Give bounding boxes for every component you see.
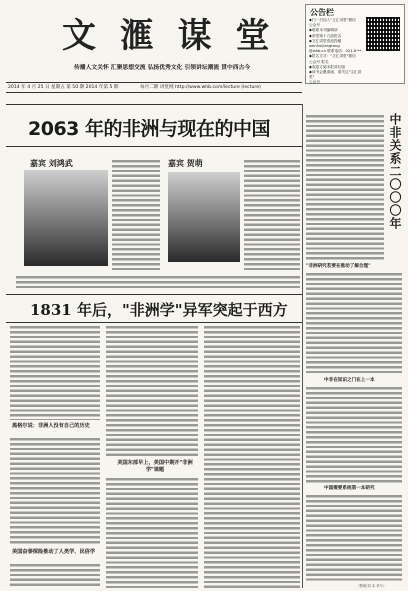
masthead-slogan: 传播人文关怀 汇聚思想交流 弘扬优秀文化 引领讲坛潮流 贯中西古今 bbox=[74, 65, 251, 71]
notice-board bbox=[305, 4, 405, 84]
divider bbox=[6, 104, 302, 105]
article-column-2a bbox=[106, 326, 198, 456]
right-column-text-2 bbox=[306, 273, 402, 373]
page-headline: 2063 年的非洲与现在的中国 bbox=[28, 118, 270, 140]
photo-caption-2: 嘉宾 贺萌 bbox=[168, 158, 203, 168]
notice-line: 公众号 bbox=[309, 80, 321, 85]
subhead-3: 美国奋泰探险推动了人类学、民俗学 bbox=[12, 549, 96, 555]
divider bbox=[6, 294, 302, 295]
article-column-1b bbox=[10, 438, 100, 546]
notice-line: ◆报名方式："文汇讲堂"微信 bbox=[309, 54, 356, 59]
right-section-3: 中国需要系统第一本研究 bbox=[324, 486, 375, 491]
notice-line: ◆欢迎订阅本报讲坛版 bbox=[309, 64, 346, 69]
article-column-2b bbox=[106, 478, 198, 588]
article-headline: 1831 年后，"非洲学"异军突起于西方 bbox=[30, 301, 288, 319]
divider bbox=[6, 146, 302, 147]
issue-info-bar bbox=[6, 82, 302, 93]
right-column bbox=[304, 113, 404, 589]
right-column-title: 中非关系二〇〇〇年 bbox=[388, 113, 402, 230]
notice-line: ◆扫一扫加入"文汇讲堂"微信 bbox=[309, 18, 356, 22]
subhead-2: 美国东部早上，美国中期开"非洲学"课题 bbox=[117, 460, 193, 473]
subhead-1: 黑格尔说：非洲人没有自己的历史 bbox=[12, 423, 90, 429]
issue-date: 2014 年 4 月 25 日 星期五 第 50 期 2014 年第 5 期 bbox=[8, 85, 119, 90]
notice-line: 公众号 bbox=[309, 23, 321, 28]
notice-lines bbox=[309, 18, 363, 86]
column-divider bbox=[302, 104, 303, 588]
notice-line: @whb.cn 联系电话：021-6·** bbox=[309, 49, 362, 54]
masthead bbox=[6, 4, 306, 82]
notice-line: ◆讲堂第十九届报名 bbox=[309, 33, 342, 38]
issue-website: 每月二期 讲堂网 http://www.whb.com/lecture (lecture) bbox=[140, 85, 261, 90]
right-section-1: "非洲研究若要在推动了解合理" bbox=[306, 264, 371, 269]
article-column-3 bbox=[204, 326, 300, 588]
qr-code-image bbox=[366, 17, 400, 51]
right-column-text-4 bbox=[306, 495, 402, 581]
notice-line: ◆联系本刊编辑部 bbox=[309, 28, 338, 33]
photo-1-bio bbox=[112, 160, 160, 272]
notice-line: ◆文汇讲堂欢迎投稿wenhuijiangtang bbox=[309, 38, 342, 49]
right-column-text-3 bbox=[306, 387, 402, 483]
right-column-text-1 bbox=[306, 115, 384, 261]
article-column-1c bbox=[10, 564, 100, 588]
photo-2-bio bbox=[244, 160, 300, 272]
guest-photo-1 bbox=[24, 170, 108, 266]
newspaper-title: 文 滙 谋 堂 bbox=[62, 16, 276, 56]
notice-line: 公众号 报名 bbox=[309, 59, 329, 64]
notice-title: 公告栏 bbox=[310, 8, 334, 17]
right-section-2: 中非在知识之门在上一本 bbox=[324, 378, 375, 383]
photo-caption-1: 嘉宾 刘鸿武 bbox=[30, 158, 73, 168]
guest-photo-2 bbox=[168, 172, 240, 262]
divider bbox=[6, 322, 302, 323]
notice-line: ◆读书会邀请函，请关注"文汇讲堂" bbox=[309, 70, 362, 80]
intro-text bbox=[16, 276, 300, 290]
article-column-1a bbox=[10, 326, 100, 420]
footnote: （整理/刘 本 采写） bbox=[356, 584, 387, 588]
